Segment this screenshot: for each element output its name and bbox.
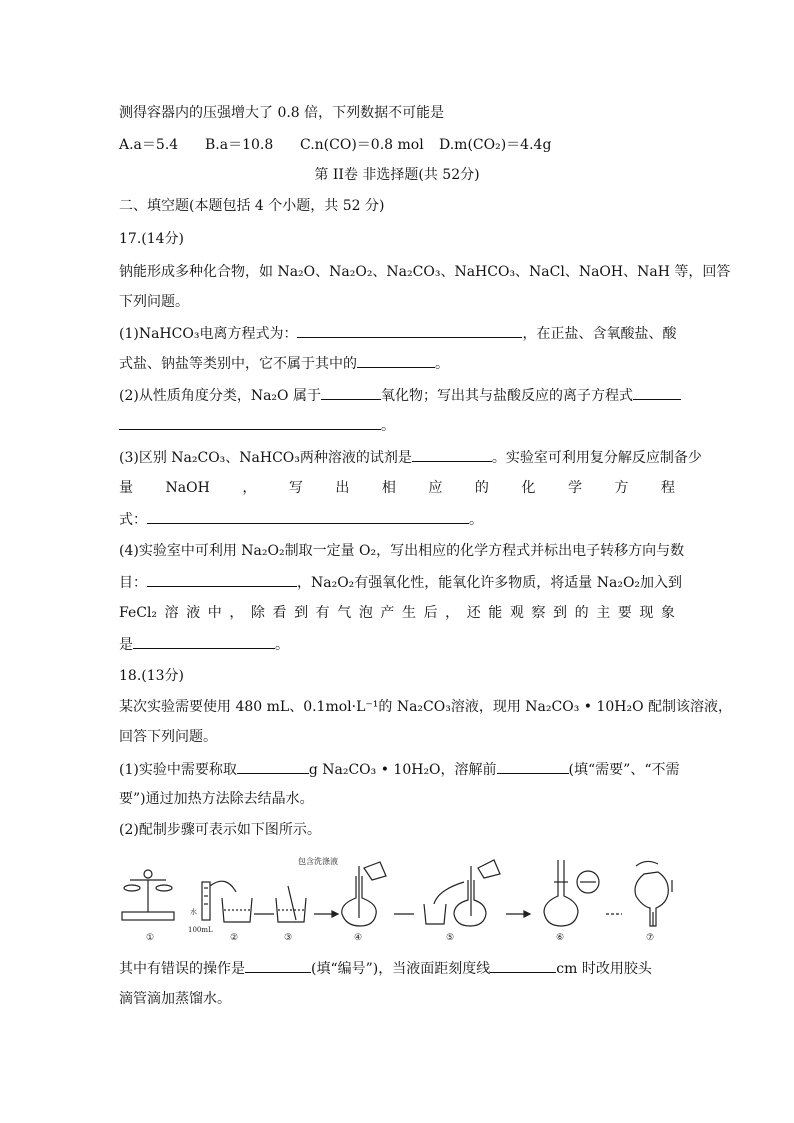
- q18-part1-line1: [119, 759, 679, 780]
- choice-d: D.m(CO₂)＝4.4g: [439, 137, 552, 153]
- word: ，: [445, 605, 460, 621]
- q17-p1-text-a: (1)NaHCO₃电离方程式为：: [119, 326, 298, 342]
- q17-stem-line2: 下列问题。: [119, 294, 189, 310]
- word: 到: [294, 605, 309, 621]
- word: 后: [423, 605, 438, 621]
- q17-p3-text-b: 。实验室可利用复分解反应制备少: [491, 450, 702, 466]
- word: 量: [119, 480, 133, 496]
- word: 产: [380, 605, 395, 621]
- word: NaOH: [165, 480, 210, 496]
- q17-p3-text-a: (3)区别 Na₂CO₃、NaHCO₃两种溶液的试剂是: [119, 450, 412, 466]
- word: FeCl₂: [119, 605, 158, 621]
- answer-blank[interactable]: [147, 509, 469, 524]
- beaker-and-flask-icon: [424, 860, 500, 926]
- choice-c: C.n(CO)＝0.8 mol: [300, 137, 424, 153]
- q18-part2: (2)配制步骤可表示如下图所示。: [119, 822, 321, 838]
- step-label: ⑤: [446, 933, 455, 943]
- answer-blank[interactable]: [490, 958, 556, 973]
- q18-p1-text-b: g Na₂CO₃ • 10H₂O，溶解前: [308, 762, 497, 778]
- word: 主: [596, 605, 611, 621]
- q17-part4-line4: [119, 634, 289, 655]
- q17-part2-line2: [119, 415, 395, 436]
- answer-blank[interactable]: [633, 385, 681, 400]
- word: ，: [229, 605, 244, 621]
- word: 现: [639, 605, 654, 621]
- word: 程: [660, 480, 675, 496]
- word: 液: [186, 605, 201, 621]
- word: 方: [614, 480, 629, 496]
- word: 观: [509, 605, 524, 621]
- step-label: ②: [230, 933, 239, 943]
- answer-blank[interactable]: [412, 447, 492, 462]
- answer-blank[interactable]: [321, 385, 381, 400]
- q18-p3-text-a: 其中有错误的操作是: [119, 961, 245, 977]
- flask-eye-level-icon: [544, 860, 599, 926]
- answer-blank[interactable]: [357, 353, 435, 368]
- q17-p1-text-c: 式盐、钠盐等类别中，它不属于其中的: [119, 356, 357, 372]
- choice-row: [119, 135, 551, 155]
- step-label: ①: [146, 933, 155, 943]
- word: 应: [428, 480, 443, 496]
- q18-stem-line2: 回答下列问题。: [119, 729, 217, 745]
- word: 有: [315, 605, 330, 621]
- word: 出: [335, 480, 350, 496]
- q17-part3-line3: [119, 509, 483, 530]
- answer-blank[interactable]: [245, 958, 311, 973]
- word: 气: [337, 605, 352, 621]
- q17-part3-line1: [119, 447, 702, 468]
- answer-blank[interactable]: [497, 759, 569, 774]
- q18-part3-line2: 滴管滴加蒸馏水。: [119, 991, 231, 1007]
- word: 能: [488, 605, 503, 621]
- choice-a: A.a＝5.4: [119, 137, 179, 153]
- part-heading: 二、填空题(本题包括 4 个小题，共 52 分): [119, 198, 385, 214]
- choice-b: B.a＝10.8: [205, 137, 274, 153]
- step-label: ③: [284, 933, 293, 943]
- word: 相: [381, 480, 396, 496]
- q17-number: 17.(14分): [119, 231, 185, 247]
- word: 化: [521, 480, 536, 496]
- stirring-beaker-icon: [276, 886, 306, 922]
- word: 的: [574, 605, 589, 621]
- caption-top: 包含洗涤液: [298, 857, 338, 866]
- inverting-flask-icon: [635, 861, 672, 926]
- word: 看: [272, 605, 287, 621]
- word: 还: [466, 605, 481, 621]
- q17-part3-line2: [119, 478, 675, 498]
- procedure-diagram: [118, 852, 678, 947]
- q18-p3-text-b: (填“编号”)，当液面距刻度线: [311, 961, 491, 977]
- intro-line: 测得容器内的压强增大了 0.8 倍，下列数据不可能是: [119, 105, 445, 121]
- volume-label: 100mL: [188, 926, 213, 934]
- answer-blank[interactable]: [147, 572, 297, 587]
- balance-icon: [122, 870, 174, 920]
- word: 中: [207, 605, 222, 621]
- q17-part4-line1: (4)实验室中可利用 Na₂O₂制取一定量 O₂，写出相应的化学方程式并标出电子转移方向与数: [119, 543, 685, 559]
- word: 生: [401, 605, 416, 621]
- q17-stem-line1: 钠能形成多种化合物，如 Na₂O、Na₂O₂、Na₂CO₃、NaHCO₃、NaCl、NaOH、NaH 等，回答: [119, 264, 731, 280]
- word: 象: [660, 605, 675, 621]
- q17-p4-text-b: 目：: [119, 575, 147, 591]
- step-label: ⑥: [556, 933, 565, 943]
- volumetric-flask-icon: [342, 862, 386, 926]
- word: 要: [617, 605, 632, 621]
- procedure-figure: [118, 852, 678, 947]
- q17-p1-text-b: ，在正盐、含氧酸盐、酸: [522, 326, 677, 342]
- q18-p1-text-a: (1)实验中需要称取: [119, 762, 237, 778]
- q18-p1-text-c: (填“需要”、“不需: [568, 762, 680, 778]
- step-label: ⑦: [646, 933, 655, 943]
- word: 除: [250, 605, 265, 621]
- q18-part1-line2: 要”)通过加热方法除去结晶水。: [119, 791, 314, 807]
- q17-p3-text-c: 式：: [119, 512, 147, 528]
- word: 溶: [164, 605, 179, 621]
- word: ，: [242, 480, 257, 496]
- q17-part4-line3: [119, 603, 675, 623]
- q18-part3-line1: [119, 958, 652, 979]
- q17-part4-line2: [119, 572, 682, 593]
- q18-number: 18.(13分): [119, 668, 185, 684]
- q17-p4-text-d: 是: [119, 637, 133, 653]
- beaker-icon: [222, 898, 252, 922]
- answer-blank[interactable]: [297, 323, 522, 338]
- step-label: ④: [354, 933, 363, 943]
- q17-p1-text-d: 。: [435, 356, 449, 372]
- q18-p3-text-c: cm 时改用胶头: [556, 961, 652, 977]
- q17-part1-line1: [119, 323, 676, 344]
- q18-stem-line1: 某次实验需要使用 480 mL、0.1mol·L⁻¹的 Na₂CO₃溶液，现用 Na₂CO₃ • 10H₂O 配制该溶液，: [119, 699, 733, 715]
- word: 泡: [358, 605, 373, 621]
- word: 察: [531, 605, 546, 621]
- q17-part2-line1: [119, 385, 681, 406]
- water-label: 水: [190, 908, 197, 916]
- answer-blank[interactable]: [133, 634, 275, 649]
- answer-blank[interactable]: [237, 759, 309, 774]
- answer-blank[interactable]: [119, 415, 381, 430]
- q17-p2-text-b: 氧化物；写出其与盐酸反应的离子方程式: [380, 388, 633, 404]
- q17-p4-text-e: 。: [275, 637, 289, 653]
- word: 写: [288, 480, 303, 496]
- word: 学: [567, 480, 582, 496]
- q17-p2-text-c: 。: [381, 418, 395, 434]
- section-title: 第 II卷 非选择题(共 52分): [314, 167, 480, 183]
- q17-p4-text-c: ，Na₂O₂有强氧化性，能氧化许多物质，将适量 Na₂O₂加入到: [297, 575, 683, 591]
- q17-p2-text-a: (2)从性质角度分类，Na₂O 属于: [119, 388, 321, 404]
- q17-p3-text-d: 。: [469, 512, 483, 528]
- q17-part1-line2: [119, 353, 449, 374]
- graduated-cylinder-icon: [202, 881, 236, 920]
- word: 到: [553, 605, 568, 621]
- word: 的: [474, 480, 489, 496]
